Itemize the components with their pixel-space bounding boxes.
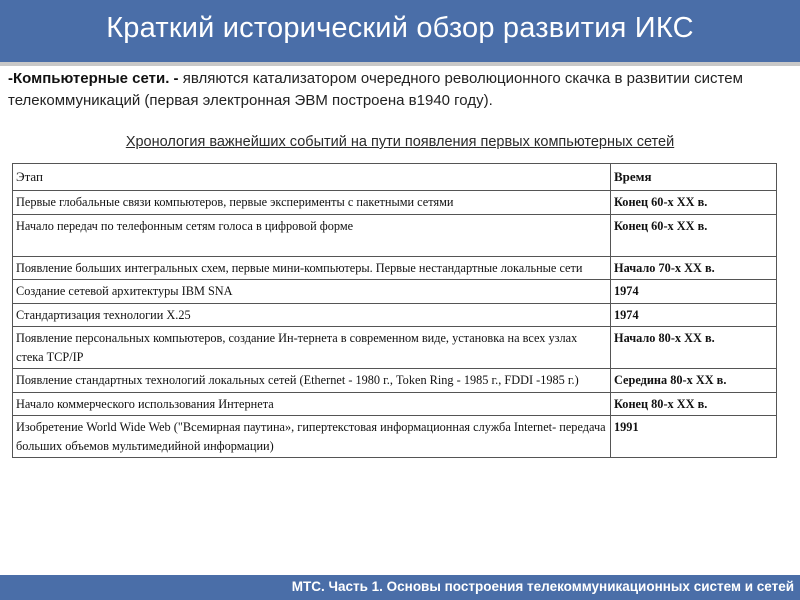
- intro-paragraph: [8, 68, 788, 112]
- time-cell: Начало 80-х XX в.: [611, 327, 777, 369]
- footer-text: МТС. Часть 1. Основы построения телекоммуникационных систем и сетей: [291, 579, 794, 594]
- time-cell: Середина 80-х XX в.: [611, 369, 777, 393]
- column-header-stage: Этап: [13, 164, 611, 191]
- time-cell: Конец 60-х XX в.: [611, 214, 777, 256]
- time-cell: Начало 70-х XX в.: [611, 256, 777, 280]
- table-row: [13, 416, 777, 458]
- intro-lead: -Компьютерные сети. -: [8, 70, 179, 87]
- table-caption: Хронология важнейших событий на пути появления первых компьютерных сетей: [125, 134, 675, 150]
- stage-text: Начало передач по телефонным сетям голоса в цифровой форме: [16, 218, 354, 233]
- footer-bar: [0, 575, 800, 600]
- table-row: [13, 280, 777, 304]
- stage-cell: [13, 214, 611, 256]
- stage-cell: Появление стандартных технологий локальных сетей (Ethernet - 1980 г., Token Ring - 1985 г., FDDI -1985 г.): [13, 369, 611, 393]
- time-cell: 1974: [611, 303, 777, 327]
- stage-cell: Изобретение World Wide Web ("Всемирная паутина», гипертекстовая информационная служба Internet- передача больших объемов мультимедийной информации): [13, 416, 611, 458]
- column-header-time: Время: [611, 164, 777, 191]
- intro-text: являются катализатором очередного революционного скачка в развитии систем телекоммуникаций (первая электронная ЭВМ построена в1940 году).: [8, 70, 743, 109]
- table-row: [13, 303, 777, 327]
- table-row: [13, 369, 777, 393]
- title-bar: [0, 0, 800, 66]
- stage-cell: Первые глобальные связи компьютеров, первые эксперименты с пакетными сетями: [13, 191, 611, 215]
- table-row: [13, 327, 777, 369]
- table-row: [13, 214, 777, 256]
- time-cell: 1974: [611, 280, 777, 304]
- page-title: Краткий исторический обзор развития ИКС: [106, 12, 694, 44]
- stage-cell: Начало коммерческого использования Интернета: [13, 392, 611, 416]
- table-row: [13, 256, 777, 280]
- table-header-row: [13, 164, 777, 191]
- stage-cell: Появление персональных компьютеров, создание Ин-тернета в современном виде, установка на всех узлах стека TCP/IP: [13, 327, 611, 369]
- stage-text: Появление больших интегральных схем, первые мини-компьютеры. Первые нестандартные локальные сети: [16, 260, 583, 275]
- table-row: [13, 392, 777, 416]
- events-table: [12, 163, 777, 458]
- stage-cell: Создание сетевой архитектуры IBM SNA: [13, 280, 611, 304]
- time-cell: 1991: [611, 416, 777, 458]
- table-row: [13, 191, 777, 215]
- stage-cell: [13, 256, 611, 280]
- time-cell: Конец 80-х XX в.: [611, 392, 777, 416]
- stage-cell: Стандартизация технологии X.25: [13, 303, 611, 327]
- time-cell: Конец 60-х XX в.: [611, 191, 777, 215]
